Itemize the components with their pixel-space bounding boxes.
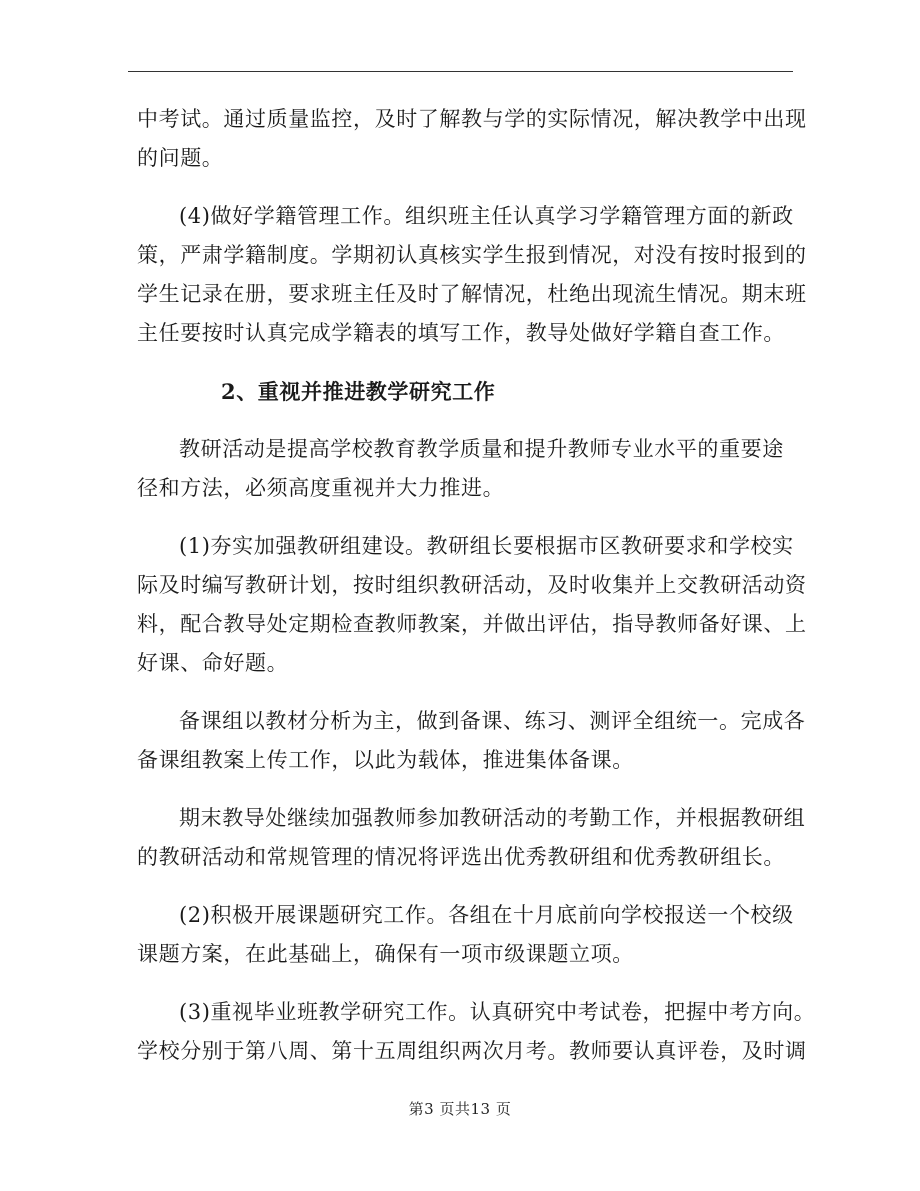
section-heading [137,372,797,411]
paragraph [137,197,807,353]
paragraph [137,702,806,780]
paragraph [137,527,807,683]
text-line: 学生记录在册，要求班主任及时了解情况，杜绝出现流生情况。期末班 [137,282,807,306]
document-flow [137,100,816,1090]
text-line: 径和方法，必须高度重视并大力推进。 [137,476,505,500]
text-line: 期末教导处继续加强教师参加教研活动的考勤工作，并根据教研组 [179,806,806,830]
text-line: (4)做好学籍管理工作。组织班主任认真学习学籍管理方面的新政 [179,204,794,228]
paragraph-continuation [137,100,807,178]
text-line: 好课、命好题。 [137,651,289,675]
paragraph [137,896,797,974]
text-line: 备课组以教材分析为主，做到备课、练习、测评全组统一。完成各 [179,709,806,733]
heading-text: 2、重视并推进教学研究工作 [221,379,496,404]
text-line: 策，严肃学籍制度。学期初认真核实学生报到情况，对没有按时报到的 [137,243,807,267]
header-rule [128,71,793,72]
text-line: (2)积极开展课题研究工作。各组在十月底前向学校报送一个校级 [179,903,794,927]
text-line: (3)重视毕业班教学研究工作。认真研究中考试卷，把握中考方向。 [179,1000,816,1024]
text-line: 备课组教案上传工作，以此为载体，推进集体备课。 [137,748,634,772]
text-line: 际及时编写教研计划，按时组织教研活动，及时收集并上交教研活动资 [137,573,807,597]
paragraph [137,799,806,877]
text-line: 的教研活动和常规管理的情况将评选出优秀教研组和优秀教研组长。 [137,845,785,869]
text-line: 料，配合教导处定期检查教师教案，并做出评估，指导教师备好课、上 [137,612,807,636]
text-line: 的问题。 [137,146,224,170]
paragraph [137,430,797,508]
text-line: (1)夯实加强教研组建设。教研组长要根据市区教研要求和学校实 [179,534,794,558]
text-line: 课题方案，在此基础上，确保有一项市级课题立项。 [137,942,634,966]
text-line: 中考试。通过质量监控，及时了解教与学的实际情况，解决教学中出现 [137,107,807,131]
text-line: 主任要按时认真完成学籍表的填写工作，教导处做好学籍自查工作。 [137,321,785,345]
text-line: 教研活动是提高学校教育教学质量和提升教师专业水平的重要途 [179,437,784,461]
page-footer: 第3 页共13 页 [408,1100,512,1118]
paragraph [137,993,816,1071]
text-line: 学校分别于第八周、第十五周组织两次月考。教师要认真评卷，及时调 [137,1039,807,1063]
